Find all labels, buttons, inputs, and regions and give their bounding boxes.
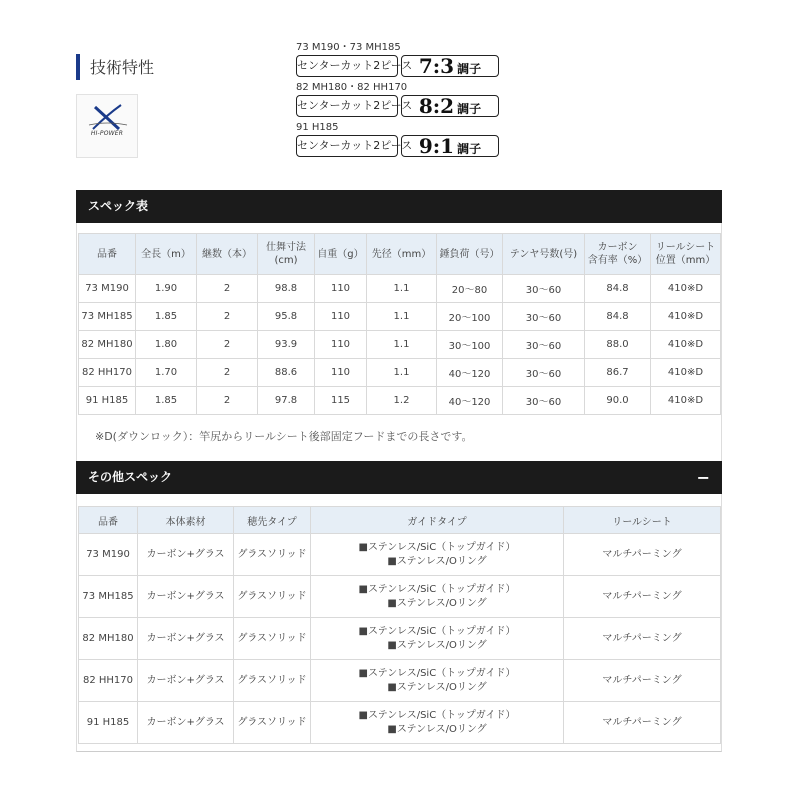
cell-carbon-content: 84.8 [585, 275, 651, 303]
table-row [79, 534, 721, 576]
cell-model: 73 M190 [79, 534, 138, 576]
guide-line-top: ■ステンレス/SiC（トップガイド） [358, 667, 516, 679]
x-hipower-logo [76, 94, 138, 158]
action-group-2 [296, 82, 506, 117]
cell-weight: 110 [315, 303, 367, 331]
cell-reel-seat: マルチパーミング [564, 534, 721, 576]
spec-header-row [79, 234, 721, 275]
cell-tip-type: グラスソリッド [234, 576, 311, 618]
cell-sections: 2 [197, 331, 258, 359]
cell-reel-seat: マルチパーミング [564, 618, 721, 660]
header-closed-length: 仕舞寸法 (cm) [258, 234, 315, 275]
spec-section-title: スペック表 [88, 199, 149, 213]
table-row [79, 359, 721, 387]
action-ratio-badge [401, 95, 499, 117]
table-row [79, 702, 721, 744]
collapse-icon[interactable]: − [696, 468, 710, 487]
center-cut-badge: センターカット2ピース [296, 135, 398, 157]
cell-tenya-size: 30〜60 [503, 275, 585, 303]
cell-reel-seat-position: 410※D [651, 275, 721, 303]
other-spec-table [78, 506, 721, 744]
cell-tip-type: グラスソリッド [234, 660, 311, 702]
cell-sections: 2 [197, 275, 258, 303]
header-tip-type: 穂先タイプ [234, 507, 311, 534]
action-ratio: 9:1 [418, 134, 455, 158]
cell-carbon-content: 86.7 [585, 359, 651, 387]
spec-table [78, 233, 721, 415]
cell-tip-diameter: 1.1 [367, 359, 437, 387]
other-header-row [79, 507, 721, 534]
other-section-title: その他スペック [88, 470, 173, 484]
cell-tip-type: グラスソリッド [234, 618, 311, 660]
cell-closed-length: 97.8 [258, 387, 315, 415]
cell-guide-type [311, 702, 564, 744]
table-row [79, 576, 721, 618]
cell-model: 91 H185 [79, 702, 138, 744]
cell-length: 1.80 [136, 331, 197, 359]
guide-line-top: ■ステンレス/SiC（トップガイド） [358, 583, 516, 595]
cell-reel-seat-position: 410※D [651, 303, 721, 331]
action-ratio-badge [401, 55, 499, 77]
tech-features-title: 技術特性 [90, 58, 155, 77]
cell-model: 73 M190 [79, 275, 136, 303]
cell-sinker-load: 20〜100 [437, 303, 503, 331]
cell-model: 73 MH185 [79, 576, 138, 618]
cell-tip-diameter: 1.1 [367, 303, 437, 331]
action-suffix: 調子 [457, 142, 482, 156]
cell-body-material: カーボン+グラス [138, 576, 234, 618]
action-group-1 [296, 42, 506, 77]
header-sections: 継数（本） [197, 234, 258, 275]
guide-line-ring: ■ステンレス/Oリング [387, 639, 487, 651]
x-logo-icon [77, 95, 137, 135]
table-row [79, 387, 721, 415]
cell-tip-diameter: 1.2 [367, 387, 437, 415]
action-models: 82 MH180・82 HH170 [296, 82, 408, 93]
action-models: 91 H185 [296, 122, 339, 133]
cell-sections: 2 [197, 387, 258, 415]
table-row [79, 618, 721, 660]
cell-reel-seat-position: 410※D [651, 387, 721, 415]
logo-text: HI-POWER [90, 130, 124, 137]
cell-body-material: カーボン+グラス [138, 534, 234, 576]
title-accent-bar [76, 54, 80, 80]
center-cut-badge: センターカット2ピース [296, 95, 398, 117]
cell-reel-seat: マルチパーミング [564, 576, 721, 618]
guide-line-ring: ■ステンレス/Oリング [387, 597, 487, 609]
cell-sinker-load: 20〜80 [437, 275, 503, 303]
cell-tip-type: グラスソリッド [234, 702, 311, 744]
cell-model: 82 MH180 [79, 331, 136, 359]
guide-line-ring: ■ステンレス/Oリング [387, 723, 487, 735]
cell-length: 1.90 [136, 275, 197, 303]
cell-reel-seat-position: 410※D [651, 359, 721, 387]
cell-length: 1.70 [136, 359, 197, 387]
header-tip-diameter: 先径（mm） [367, 234, 437, 275]
header-guide-type: ガイドタイプ [311, 507, 564, 534]
cell-guide-type [311, 534, 564, 576]
cell-tenya-size: 30〜60 [503, 303, 585, 331]
header-reel-seat: リールシート [564, 507, 721, 534]
cell-sinker-load: 40〜120 [437, 387, 503, 415]
action-suffix: 調子 [457, 102, 482, 116]
cell-guide-type [311, 660, 564, 702]
cell-tenya-size: 30〜60 [503, 359, 585, 387]
cell-reel-seat-position: 410※D [651, 331, 721, 359]
cell-sections: 2 [197, 359, 258, 387]
header-tenya-size: テンヤ号数(号) [503, 234, 585, 275]
cell-body-material: カーボン+グラス [138, 660, 234, 702]
header-model: 品番 [79, 234, 136, 275]
cell-tenya-size: 30〜60 [503, 387, 585, 415]
action-group-3 [296, 122, 506, 157]
spec-section-bar [76, 190, 722, 223]
action-ratio: 7:3 [418, 54, 455, 78]
cell-weight: 110 [315, 331, 367, 359]
cell-weight: 110 [315, 275, 367, 303]
action-suffix: 調子 [457, 62, 482, 76]
guide-line-top: ■ステンレス/SiC（トップガイド） [358, 709, 516, 721]
guide-line-ring: ■ステンレス/Oリング [387, 555, 487, 567]
cell-model: 73 MH185 [79, 303, 136, 331]
table-row [79, 275, 721, 303]
cell-body-material: カーボン+グラス [138, 702, 234, 744]
cell-carbon-content: 90.0 [585, 387, 651, 415]
guide-line-ring: ■ステンレス/Oリング [387, 681, 487, 693]
cell-carbon-content: 88.0 [585, 331, 651, 359]
cell-closed-length: 88.6 [258, 359, 315, 387]
cell-closed-length: 93.9 [258, 331, 315, 359]
cell-reel-seat: マルチパーミング [564, 660, 721, 702]
table-row [79, 660, 721, 702]
header-length: 全長（m） [136, 234, 197, 275]
spec-note: ※D(ダウンロック）：竿尻からリールシート後部固定フードまでの長さです。 [95, 430, 473, 443]
header-carbon-content: カーボン 含有率（%） [585, 234, 651, 275]
cell-guide-type [311, 618, 564, 660]
spec-note-area [76, 413, 722, 461]
other-section-bar[interactable] [76, 461, 722, 494]
header-model: 品番 [79, 507, 138, 534]
cell-sinker-load: 30〜100 [437, 331, 503, 359]
header-sinker-load: 錘負荷（号） [437, 234, 503, 275]
action-models: 73 M190・73 MH185 [296, 42, 401, 53]
header-weight: 自重（g） [315, 234, 367, 275]
action-ratio-badge [401, 135, 499, 157]
cell-tenya-size: 30〜60 [503, 331, 585, 359]
cell-model: 82 MH180 [79, 618, 138, 660]
cell-tip-diameter: 1.1 [367, 275, 437, 303]
cell-body-material: カーボン+グラス [138, 618, 234, 660]
center-cut-badge: センターカット2ピース [296, 55, 398, 77]
cell-tip-type: グラスソリッド [234, 534, 311, 576]
cell-closed-length: 95.8 [258, 303, 315, 331]
action-ratio: 8:2 [418, 94, 455, 118]
cell-sections: 2 [197, 303, 258, 331]
cell-model: 82 HH170 [79, 660, 138, 702]
guide-line-top: ■ステンレス/SiC（トップガイド） [358, 625, 516, 637]
header-reel-seat-position: リールシート 位置（mm） [651, 234, 721, 275]
cell-closed-length: 98.8 [258, 275, 315, 303]
cell-length: 1.85 [136, 387, 197, 415]
cell-weight: 110 [315, 359, 367, 387]
cell-model: 91 H185 [79, 387, 136, 415]
cell-weight: 115 [315, 387, 367, 415]
cell-guide-type [311, 576, 564, 618]
table-row [79, 331, 721, 359]
cell-length: 1.85 [136, 303, 197, 331]
cell-carbon-content: 84.8 [585, 303, 651, 331]
cell-sinker-load: 40〜120 [437, 359, 503, 387]
cell-tip-diameter: 1.1 [367, 331, 437, 359]
header-body-material: 本体素材 [138, 507, 234, 534]
cell-model: 82 HH170 [79, 359, 136, 387]
table-row [79, 303, 721, 331]
cell-reel-seat: マルチパーミング [564, 702, 721, 744]
guide-line-top: ■ステンレス/SiC（トップガイド） [358, 541, 516, 553]
